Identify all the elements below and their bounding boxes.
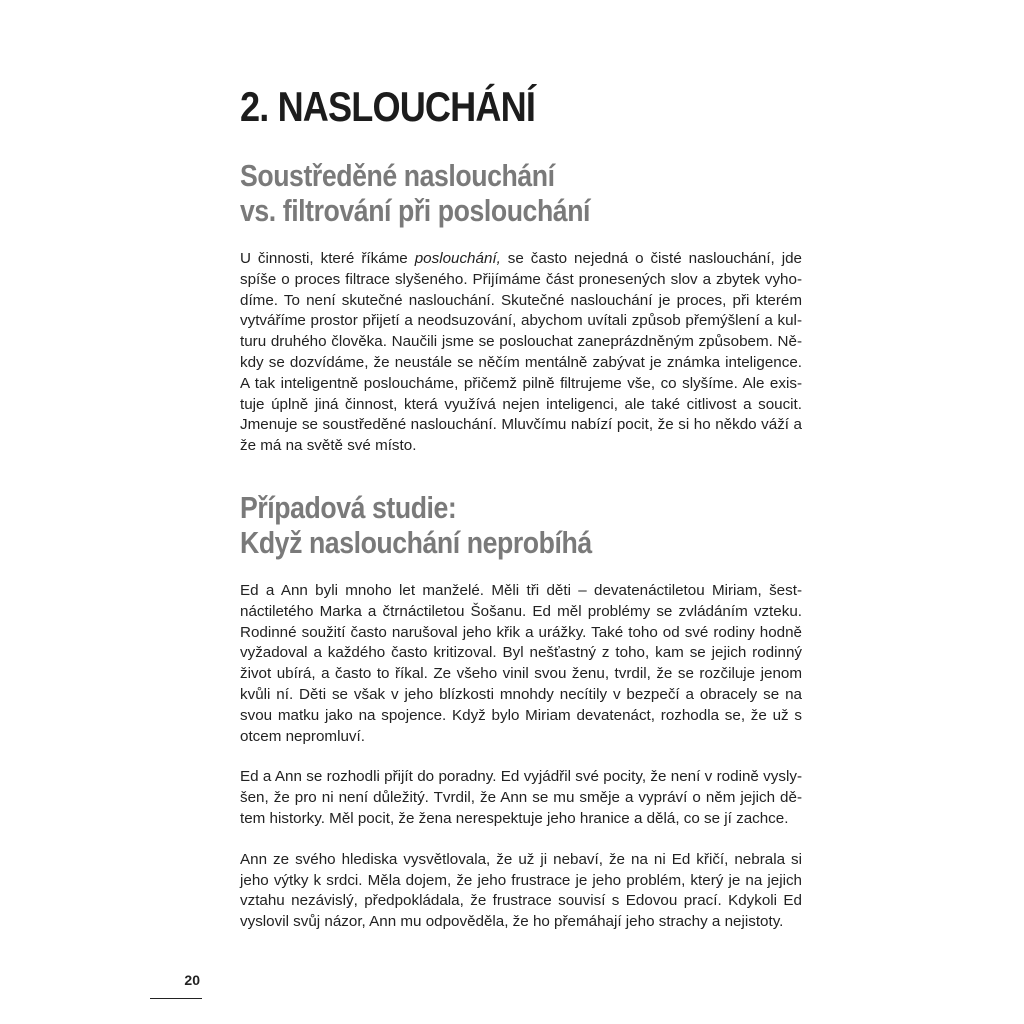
paragraph-italic-term: poslouchání, — [414, 250, 501, 267]
section-title-line: vs. filtrování při poslouchání — [240, 193, 591, 228]
paragraph-text: se často nejedná o čisté naslouchání, jde spíše o proces filtrace slyšeného. Přijímáme část pronesených slov a zbytek vyhodíme. To není skutečné naslouchání. Skutečné naslouchání je proces, při kterém vytváříme prostor přijetí a neodsuzování, abychom uvítali způsob přemýšlení a kulturu druhého člověka. Naučili jsme se poslouchat zaneprázdněným způsobem. Někdy se dozvídáme, že neustále se něčím mentálně zabývat je známka inteligence. A tak inteligentně posloucháme, přičemž pilně filtrujeme vše, co slyšíme. Ale existuje úplně jiná činnost, která využívá nejen inteligenci, ale také citlivost a soucit. Jmenuje se soustředěné naslouchání. Mluvčímu nabízí pocit, že si ho někdo váží a že má na světě své místo. — [240, 250, 803, 455]
section-title-focused-listening — [240, 158, 802, 228]
page-number-footer — [150, 972, 202, 999]
section-title-case-study — [240, 490, 802, 560]
body-paragraph: Ed a Ann se rozhodli přijít do poradny. Ed vyjádřil své pocity, že není v rodině vyslyšen, že pro ni není důležitý. Tvrdil, že Ann se mu směje a vypráví o něm jejich dětem historky. Měl pocit, že žena nerespektuje jeho hranice a dělá, co se jí zachce. — [240, 768, 802, 827]
section-title-line: Soustředěné naslouchání — [240, 158, 555, 193]
chapter-title: 2. NASLOUCHÁNÍ — [240, 83, 536, 130]
body-paragraph — [240, 249, 802, 457]
section-title-line: Případová studie: — [240, 489, 457, 525]
section-title-line: Když naslouchání neprobíhá — [240, 524, 592, 560]
body-paragraph: Ann ze svého hlediska vysvětlovala, že už ji nebaví, že na ni Ed křičí, nebrala si jeho výtky k srdci. Měla dojem, že jeho frustrace je jeho problém, který je na jejich vztahu nezávislý, předpokládala, že frustrace souvisí s Edovou prací. Kdykoli Ed vyslovil svůj názor, Ann mu odpověděla, že ho přemáhají jeho strachy a nejistoty. — [240, 850, 802, 931]
paragraph-text: U činnosti, které říkáme — [240, 250, 415, 267]
page-number: 20 — [184, 972, 200, 988]
page-content — [240, 84, 802, 933]
body-paragraph: Ed a Ann byli mnoho let manželé. Měli tři děti – devatenáctiletou Miriam, šestnáctiletého Marka a čtrnáctiletou Šošanu. Ed měl problémy se zvládáním vzteku. Rodinné soužití často narušoval jeho křik a urážky. Také toho od své rodiny hodně vyžadoval a každého často kritizoval. Byl nešťastný z toho, kam se jejich rodinný život ubírá, a často to říkal. Ze všeho vinil svou ženu, tvrdil, že se rozčiluje jenom kvůli ní. Děti se však v jeho blízkosti mnohdy necítily v bezpečí a obracely se na svou matku jako na spojence. Když bylo Miriam devatenáct, rozhodla se, že už s otcem nepromluví. — [240, 581, 802, 745]
